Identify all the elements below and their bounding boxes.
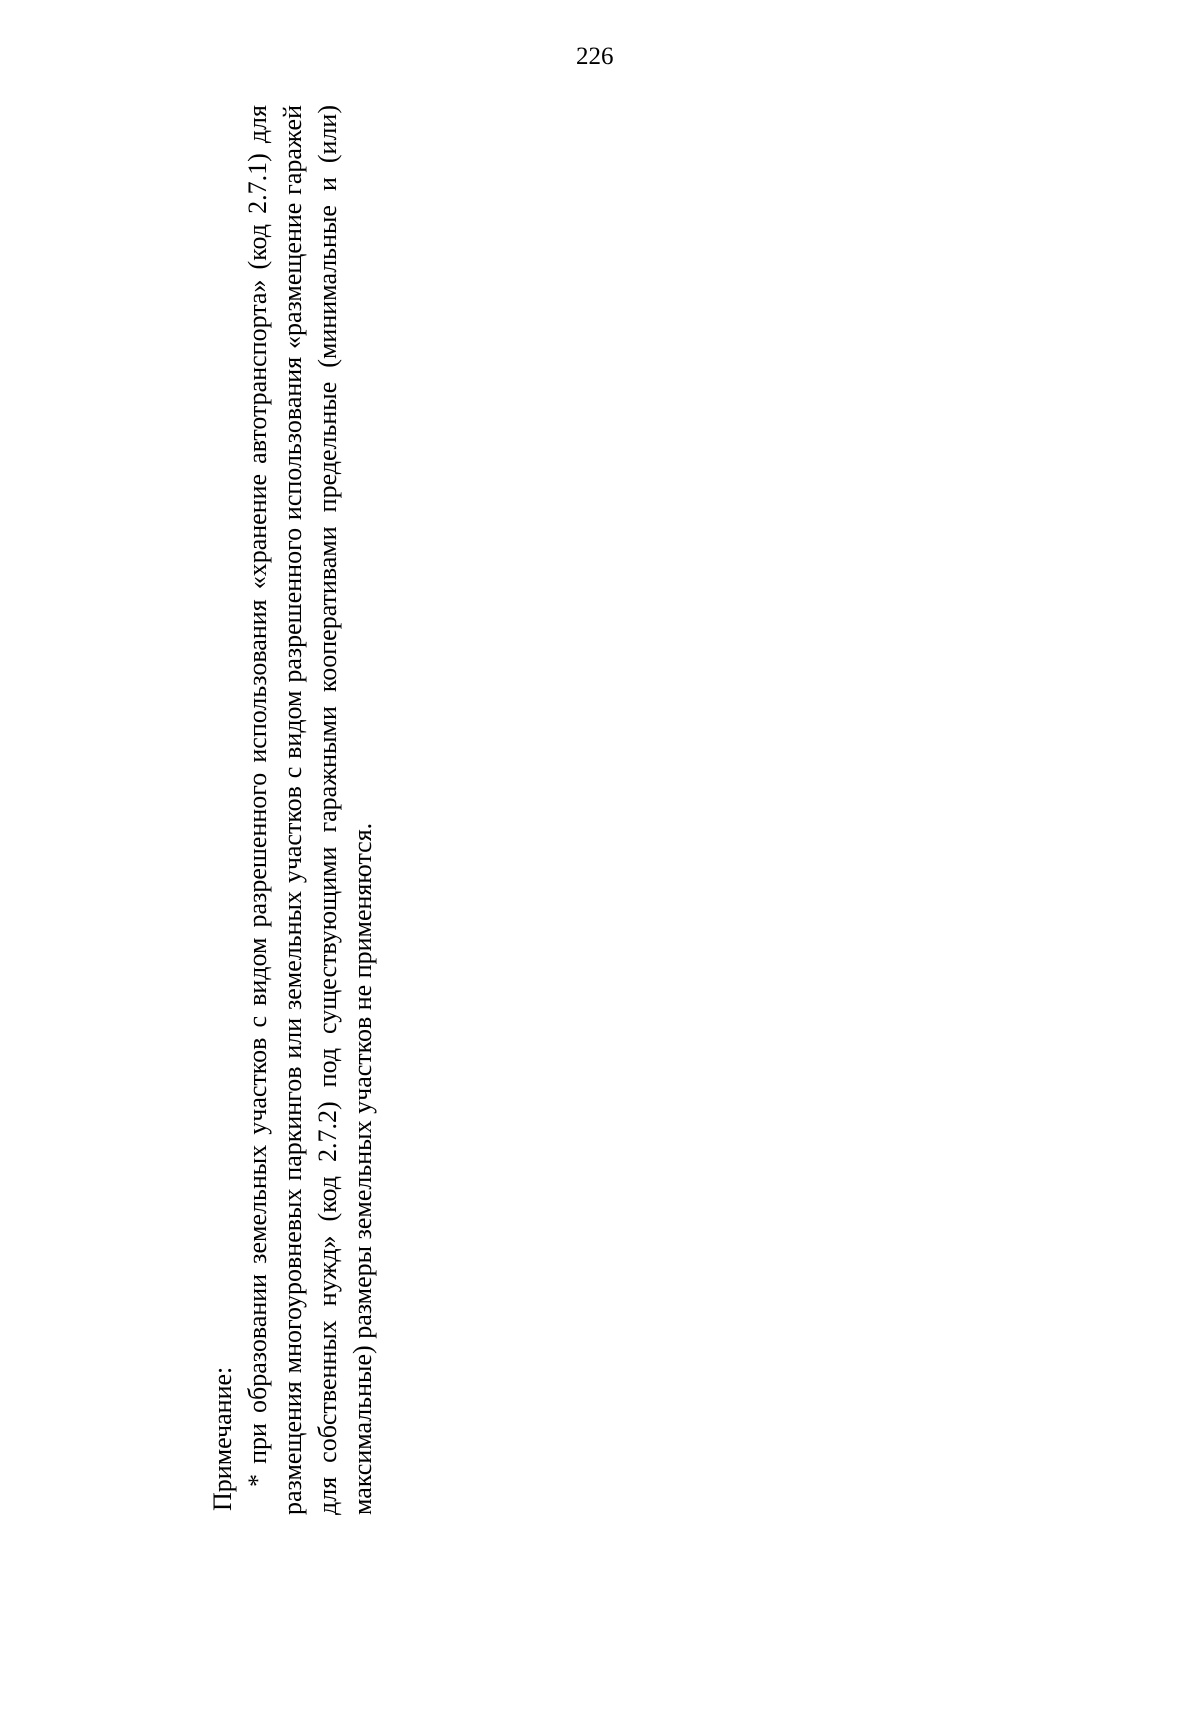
note-text: * при образовании земельных участков с видом разрешенного использования «хранение автотранспорта» (код 2.7.1) для размещения многоуровневых паркингов или земельных участков с видом разрешенного использования «размещение гаражей для собственных нужд» (код 2.7.2) под существующими гаражными кооперативами предельные (минимальные и (или) максимальные) размеры земельных участков не применяются. [243,105,377,1515]
note-heading: Примечание: [208,1366,237,1511]
page-number: 226 [576,43,614,70]
note-block [205,105,395,1515]
